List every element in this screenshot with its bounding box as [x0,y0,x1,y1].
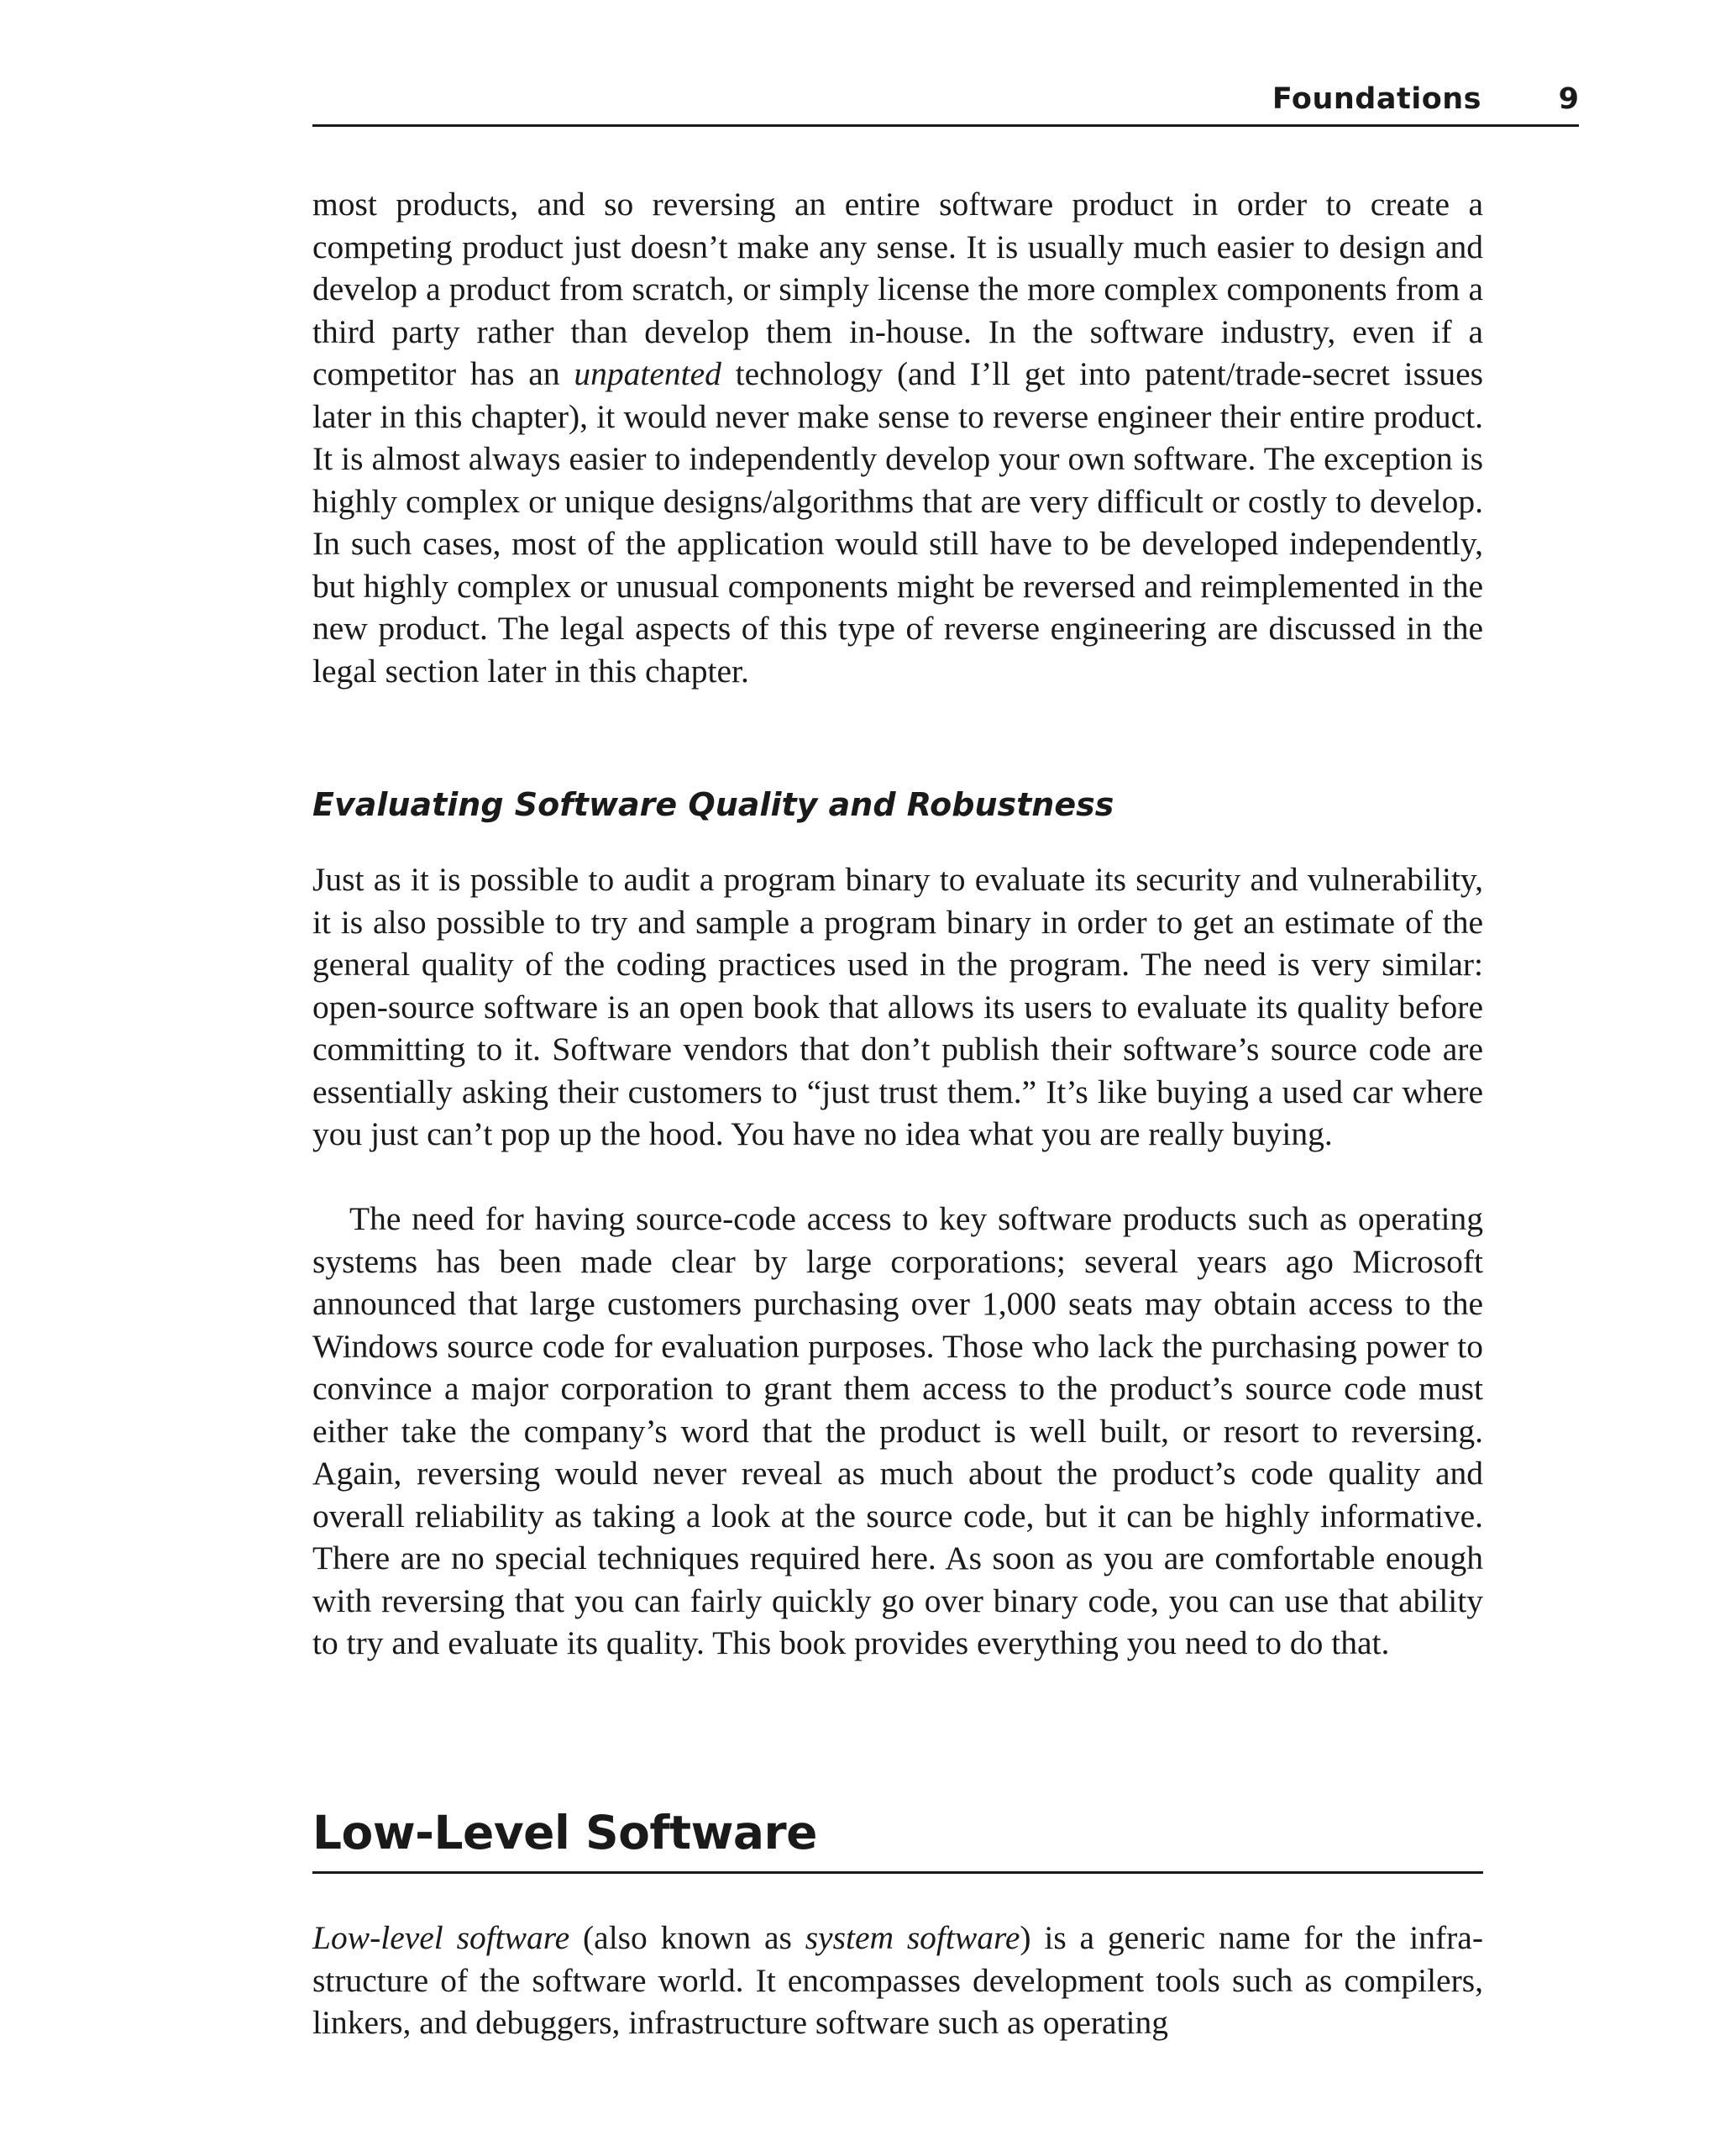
paragraph-text: (also known as [569,1919,805,1956]
paragraph-text: technology (and I’ll get into patent/trade-secret issues later in this chapter), it would never make sense to reverse engineer their entire product. It is almost always easier to independently develop your own software. The exception is highly complex or unique designs/algorithms that are very difficult or costly to develop. In such cases, most of the application would still have to be developed independently, but highly complex or unusual components might be reversed and reimplemented in the new product. The legal aspects of this type of reverse engineering are discussed in the legal section later in this chapter. [312,355,1483,690]
section-heading-low-level-software: Low-Level Software [312,1806,1483,1874]
header-section-title: Foundations [1272,82,1481,116]
emphasis-low-level-software: Low-level software [312,1919,570,1956]
paragraph-text: ) is a generic name for the infrastructure of the software world. It encompasses development tools such as compilers, linkers, and debuggers, infrastructure software such as operating [312,1919,1483,2041]
subheading-software-quality: Evaluating Software Quality and Robustness [312,786,1114,823]
paragraph-audit-binary: Just as it is possible to audit a program binary to evaluate its security and vulnerability, it is also possible to try and sample a program binary in order to get an estimate of the general quality of the coding practices used in the program. The need is very similar: open-source software is an open book that allows its users to evaluate its quality before committing to it. Software vendors that don’t publish their software’s source code are essentially asking their customers to “just trust them.” It’s like buying a used car where you just can’t pop up the hood. You have no idea what you are really buying. [312,861,1483,1152]
paragraph-text: most products, and so reversing an entire software product in order to create a competing product just doesn’t make any sense. It is usually much easier to design and develop a product from scratch, or simply license the more complex components from a third party rather than develop them in-house. In the software industry, even if a competitor has an [312,186,1483,392]
paragraph-reversing-products [312,183,1483,692]
paragraph-source-access: The need for having source-code access to key software products such as operating systems has been made clear by large corporations; several years ago Microsoft announced that large customers purchasing over 1,000 seats may obtain access to the Windows source code for evaluation purposes. Those who lack the purchasing power to convince a major corporation to grant them access to the product’s source code must either take the company’s word that the product is well built, or resort to reversing. Again, reversing would never reveal as much about the product’s code quality and overall reliability as taking a look at the source code, but it can be highly informative. There are no special techniques required here. As soon as you are comfortable enough with reversing that you can fairly quickly go over binary code, you can use that ability to try and evaluate its quality. This book provides everything you need to do that. [312,1200,1483,1661]
running-header [312,77,1579,127]
emphasis-unpatented: unpatented [574,355,721,392]
page-number: 9 [1558,82,1579,116]
paragraph-low-level-software [312,1917,1483,2044]
emphasis-system-software: system software [805,1919,1020,1956]
